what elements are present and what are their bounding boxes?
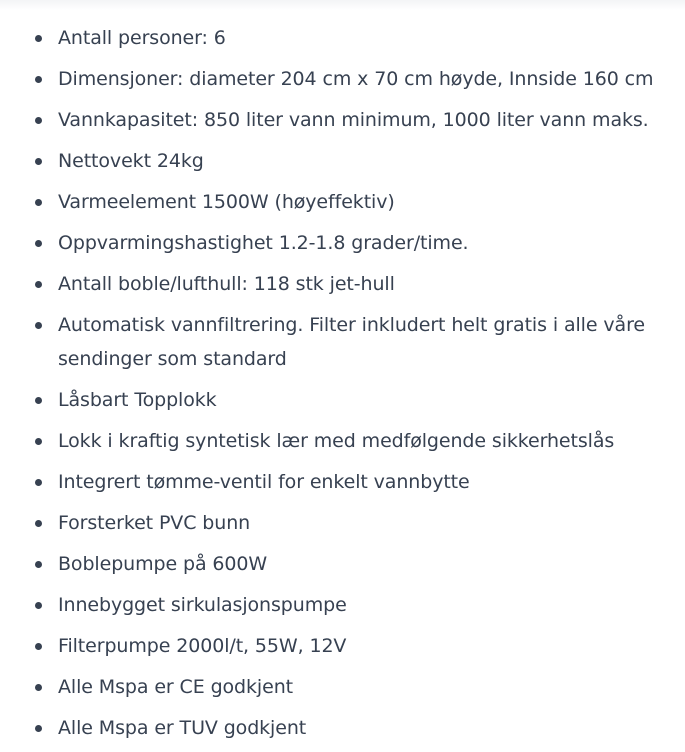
list-item-text: Vannkapasitet: 850 liter vann minimum, 1000 liter vann maks.	[58, 109, 649, 131]
bullet-icon	[35, 158, 42, 165]
list-item	[0, 465, 685, 499]
bullet-icon	[35, 643, 42, 650]
list-item-text: Nettovekt 24kg	[58, 150, 204, 172]
bullet-icon	[35, 438, 42, 445]
top-shadow	[0, 0, 685, 10]
bullet-icon	[35, 322, 42, 329]
bullet-icon	[35, 199, 42, 206]
list-item	[0, 506, 685, 540]
list-item-text: Oppvarmingshastighet 1.2-1.8 grader/time.	[58, 232, 469, 254]
list-item-text: Varmeelement 1500W (høyeffektiv)	[58, 191, 395, 213]
list-item	[0, 629, 685, 663]
list-item-text: Antall personer: 6	[58, 27, 226, 49]
list-item-text: Automatisk vannfiltrering. Filter inkludert helt gratis i alle våre sendinger som standard	[58, 314, 645, 370]
list-item	[0, 670, 685, 704]
list-item-text: Integrert tømme-ventil for enkelt vannbytte	[58, 471, 470, 493]
list-item	[0, 21, 685, 55]
bullet-icon	[35, 520, 42, 527]
list-item	[0, 144, 685, 178]
list-item-text: Filterpumpe 2000l/t, 55W, 12V	[58, 635, 347, 657]
list-item-text: Alle Mspa er TUV godkjent	[58, 717, 307, 739]
list-item	[0, 103, 685, 137]
list-item	[0, 62, 685, 96]
bullet-icon	[35, 281, 42, 288]
list-item	[0, 383, 685, 417]
bullet-icon	[35, 35, 42, 42]
bullet-icon	[35, 240, 42, 247]
list-item-text: Lokk i kraftig syntetisk lær med medfølgende sikkerhetslås	[58, 430, 615, 452]
list-item	[0, 711, 685, 745]
spec-list	[0, 21, 685, 752]
bullet-icon	[35, 684, 42, 691]
bullet-icon	[35, 725, 42, 732]
list-item-text: Boblepumpe på 600W	[58, 553, 268, 575]
bullet-icon	[35, 76, 42, 83]
list-item	[0, 588, 685, 622]
list-item-text: Forsterket PVC bunn	[58, 512, 251, 534]
list-item	[0, 547, 685, 581]
list-item	[0, 185, 685, 219]
list-item-text: Låsbart Topplokk	[58, 389, 217, 411]
list-item	[0, 424, 685, 458]
list-item	[0, 267, 685, 301]
bullet-icon	[35, 561, 42, 568]
bullet-icon	[35, 117, 42, 124]
list-item-text: Antall boble/lufthull: 118 stk jet-hull	[58, 273, 395, 295]
bullet-icon	[35, 602, 42, 609]
bullet-icon	[35, 479, 42, 486]
list-item-text: Innebygget sirkulasjonspumpe	[58, 594, 347, 616]
list-item-text: Alle Mspa er CE godkjent	[58, 676, 293, 698]
list-item	[0, 308, 685, 376]
list-item-text: Dimensjoner: diameter 204 cm x 70 cm høyde, Innside 160 cm	[58, 68, 654, 90]
list-item	[0, 226, 685, 260]
bullet-icon	[35, 397, 42, 404]
